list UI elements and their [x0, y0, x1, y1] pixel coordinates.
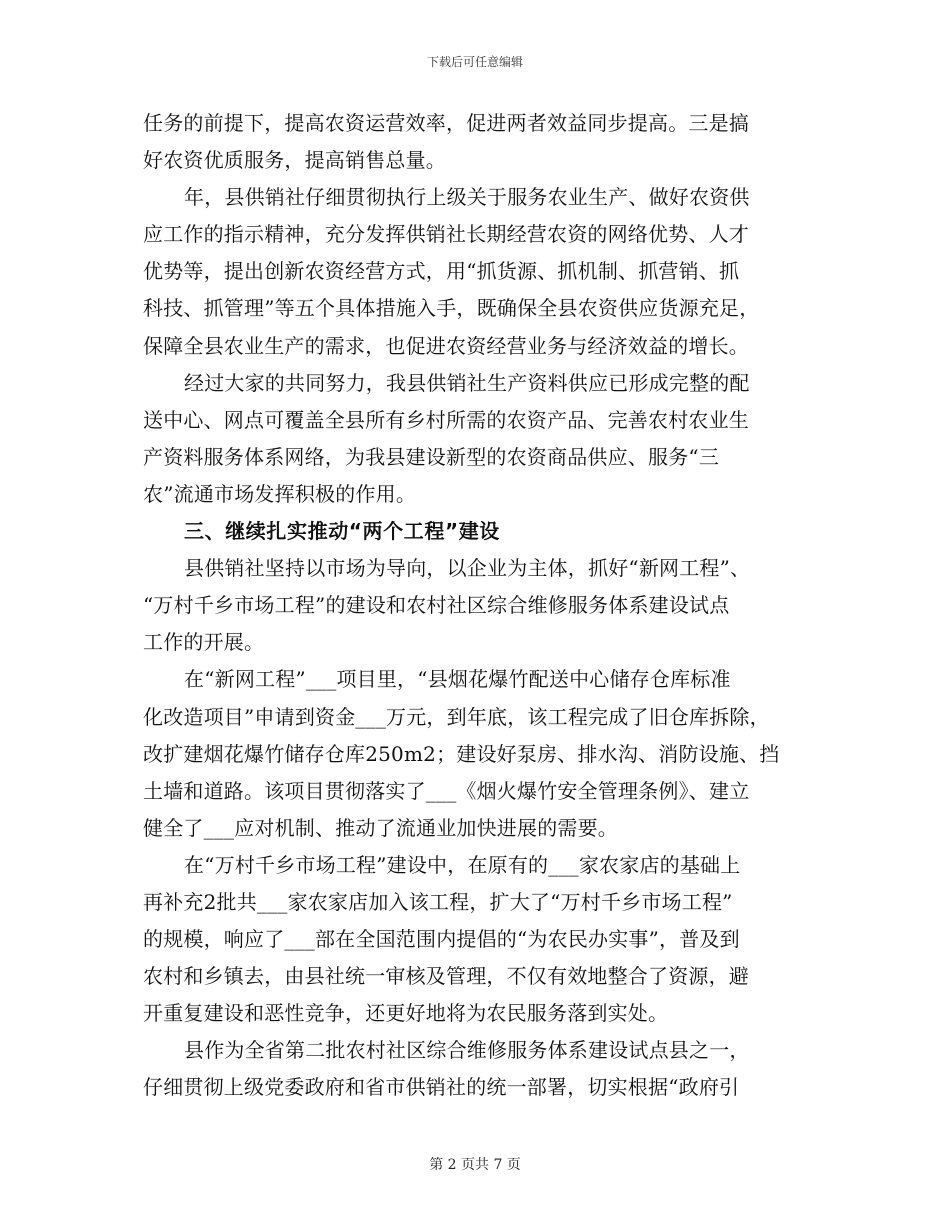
text-line: 任务的前提下，提高农资运营效率，促进两者效益同步提高。三是搞	[143, 111, 749, 135]
text-line: 农村和乡镇去，由县社统一审核及管理，不仅有效地整合了资源，避	[143, 964, 749, 989]
text-line: 优势等，提出创新农资经营方式，用“抓货源、抓机制、抓营销、抓	[143, 259, 740, 284]
section-heading: 三、继续扎实推动“两个工程”建设	[184, 519, 500, 544]
text-line: 土墙和道路。该项目贯彻落实了___《烟火爆竹安全管理条例》、建立	[143, 778, 750, 803]
document-body	[143, 105, 808, 1107]
text-line: 农”流通市场发挥积极的作用。	[143, 481, 417, 506]
text-line: 再补充2批共___家农家店加入该工程，扩大了“万村千乡市场工程”	[143, 889, 733, 914]
text-line: 科技、抓管理”等五个具体措施入手，既确保全县农资供应货源充足，	[143, 296, 760, 321]
text-line: 的规模，响应了___部在全国范围内提倡的“为农民办实事”，普及到	[143, 927, 740, 952]
text-line: 仔细贯彻上级党委政府和省市供销社的统一部署，切实根据“政府引	[143, 1075, 740, 1100]
text-line: 县作为全省第二批农村社区综合维修服务体系建设试点县之一，	[184, 1038, 750, 1063]
text-line: 化改造项目”申请到资金___万元，到年底，该工程完成了旧仓库拆除，	[143, 704, 770, 729]
text-line: 应工作的指示精神，充分发挥供销社长期经营农资的网络优势、人才	[143, 222, 749, 247]
text-line: 开重复建设和恶性竞争，还更好地将为农民服务落到实处。	[143, 1001, 669, 1026]
text-line: “万村千乡市场工程”的建设和农村社区综合维修服务体系建设试点	[143, 593, 730, 618]
text-line: 工作的开展。	[143, 630, 265, 655]
text-line: 产资料服务体系网络，为我县建设新型的农资商品供应、服务“三	[143, 444, 720, 469]
text-line: 经过大家的共同努力，我县供销社生产资料供应已形成完整的配	[184, 370, 750, 395]
text-line: 改扩建烟花爆竹储存仓库250m2；建设好泵房、排水沟、消防设施、挡	[143, 741, 780, 766]
page-header: 下载后可任意编辑	[426, 55, 523, 69]
page-footer: 第 2 页共 7 页	[429, 1157, 521, 1173]
text-line: 年，县供销社仔细贯彻执行上级关于服务农业生产、做好农资供	[184, 185, 750, 210]
text-line: 健全了___应对机制、推动了流通业加快进展的需要。	[143, 815, 618, 840]
text-line: 在“万村千乡市场工程”建设中，在原有的___家农家店的基础上	[184, 852, 741, 877]
text-line: 好农资优质服务，提高销售总量。	[143, 148, 446, 173]
text-line: 保障全县农业生产的需求，也促进农资经营业务与经济效益的增长。	[143, 333, 749, 358]
text-line: 县供销社坚持以市场为导向，以企业为主体，抓好“新网工程”、	[184, 556, 751, 581]
text-line: 送中心、网点可覆盖全县所有乡村所需的农资产品、完善农村农业生	[143, 407, 749, 432]
text-line: 在“新网工程”___项目里，“县烟花爆竹配送中心储存仓库标准	[184, 667, 731, 692]
